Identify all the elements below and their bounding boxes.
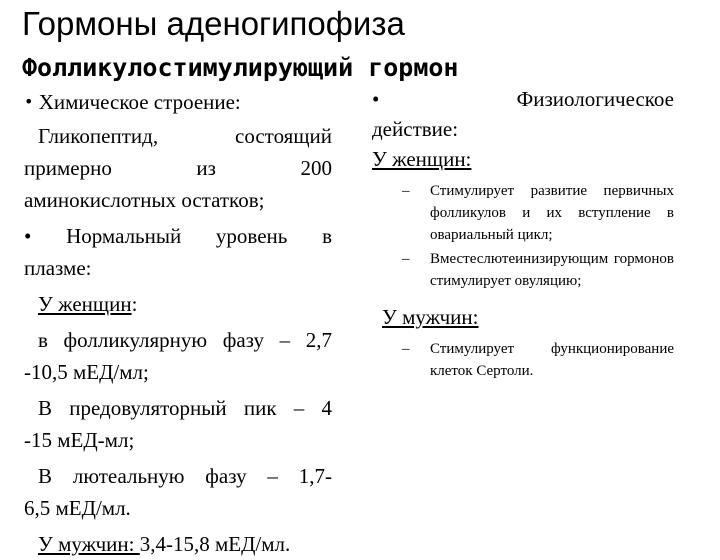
page-title: Гормоны аденогипофиза <box>22 5 405 42</box>
left-column <box>24 86 332 560</box>
chemical-structure-heading: • Химическое строение: <box>24 90 241 114</box>
preovulatory-peak-2: -15 мЕД-мл; <box>24 428 135 452</box>
men-level: У мужчин: 3,4-15,8 мЕД/мл. <box>38 532 291 556</box>
list-item: – Стимулирует развитие первичных фолликулов и их вступление в овариальный цикл; <box>372 180 674 246</box>
physiological-action-heading-2: действие: <box>372 117 459 141</box>
normal-level-heading: • Нормальный уровень в <box>24 224 332 248</box>
bullet-icon: • <box>24 224 32 248</box>
men-action-label: У мужчин: <box>382 305 479 329</box>
bullet-icon: • <box>372 87 380 111</box>
dash-icon: – <box>402 341 410 357</box>
bullet-icon: • <box>24 92 34 111</box>
chemical-structure-text-3: аминокислотных остатков; <box>24 188 265 212</box>
chemical-structure-text-2: примерно из 200 <box>24 156 332 180</box>
normal-level-heading-2: плазме: <box>24 256 92 280</box>
women-action-label: У женщин: <box>372 147 472 171</box>
right-column <box>372 84 674 382</box>
preovulatory-peak-1: В предовуляторный пик – 4 <box>38 396 332 420</box>
physiological-action-heading: • Физиологическое <box>372 87 674 111</box>
follicular-phase-1: в фолликулярную фазу – 2,7 <box>38 328 332 352</box>
luteal-phase-2: 6,5 мЕД/мл. <box>24 496 131 520</box>
follicular-phase-2: -10,5 мЕД/мл; <box>24 360 149 384</box>
dash-icon: – <box>402 183 410 199</box>
dash-icon: – <box>402 251 410 267</box>
luteal-phase-1: В лютеальную фазу – 1,7- <box>38 464 332 488</box>
women-level-label: У женщин: <box>38 292 138 316</box>
list-item: – Вместеслютеинизирующим гормонов стимулирует овуляцию; <box>372 248 674 292</box>
list-item: – Стимулирует функционирование клеток Сертоли. <box>372 338 674 382</box>
chemical-structure-text-1: Гликопептид, состоящий <box>38 124 332 148</box>
page-subtitle: Фолликулостимулирующий гормон <box>22 53 459 82</box>
